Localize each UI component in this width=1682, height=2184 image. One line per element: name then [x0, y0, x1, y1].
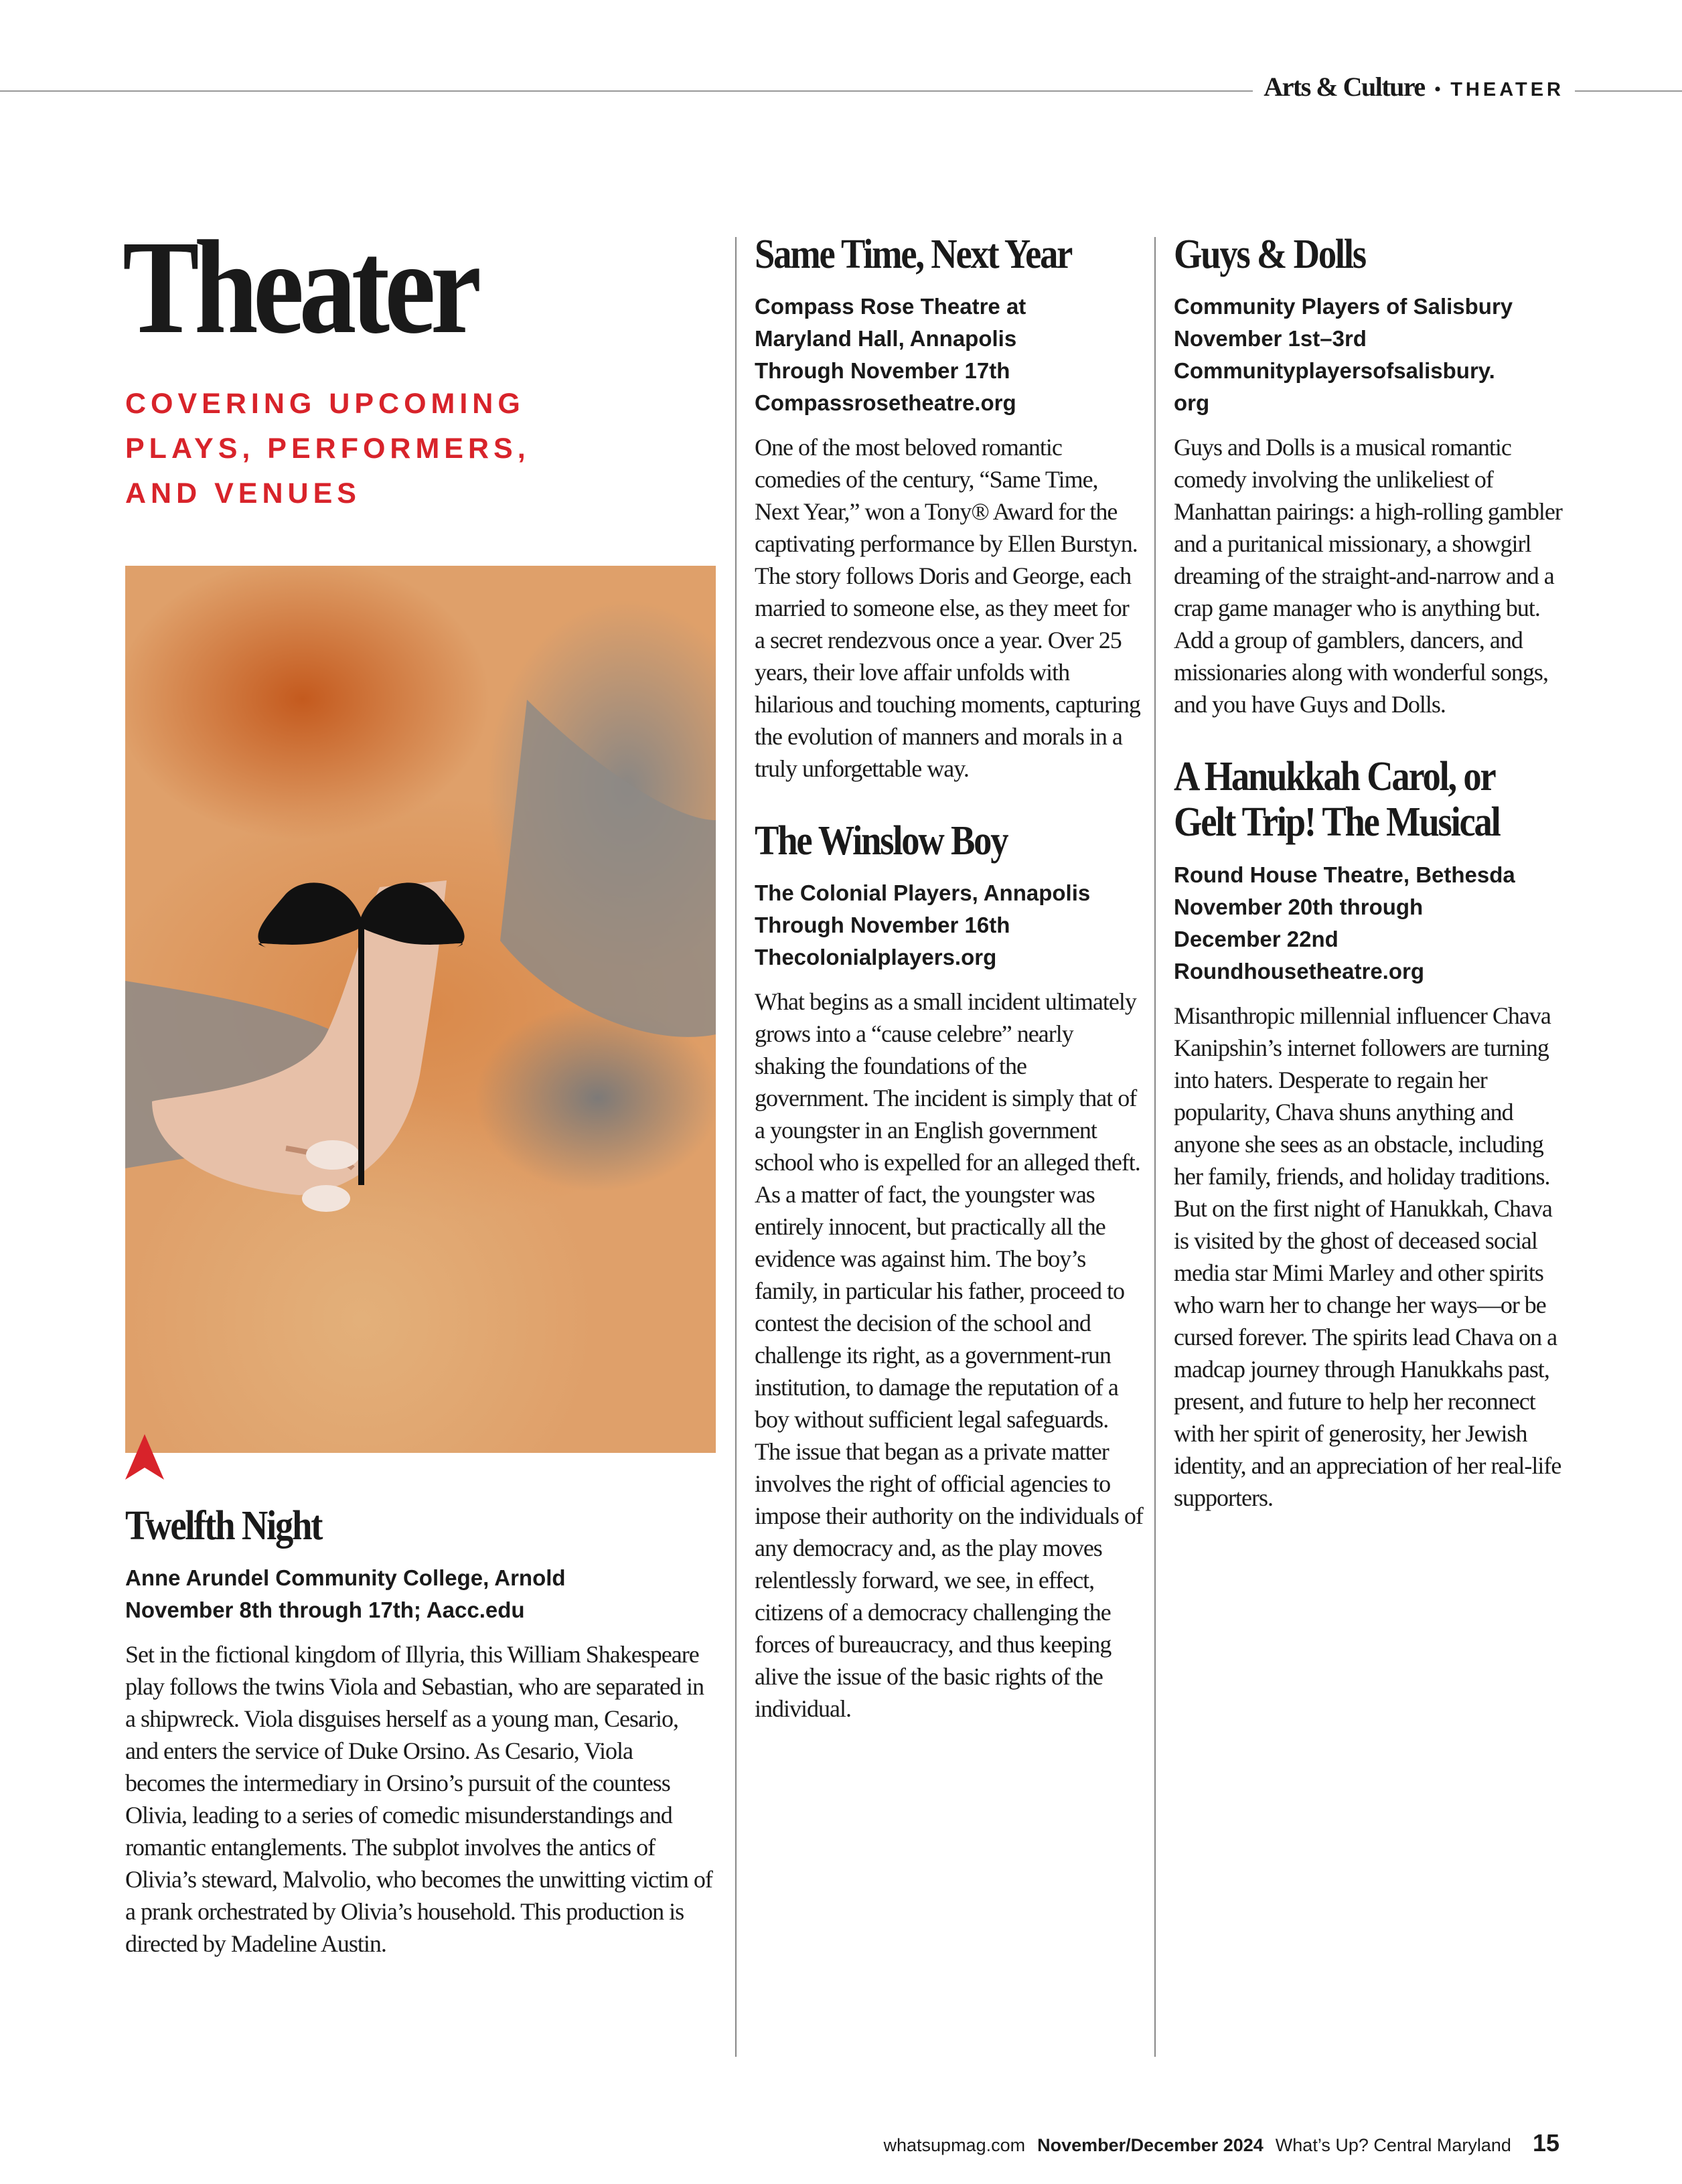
- article-title: Same Time, Next Year: [755, 232, 1072, 277]
- column-3: [1174, 232, 1562, 1514]
- article-meta: [125, 1562, 714, 1626]
- page-footer: [884, 2129, 1560, 2157]
- meta-line: Round House Theatre, Bethesda: [1174, 862, 1515, 887]
- article-twelfth-night: [125, 1503, 714, 1960]
- footer-issue: November/December 2024: [1037, 2135, 1264, 2155]
- column-divider: [735, 237, 737, 2057]
- kicker-separator: •: [1434, 78, 1442, 100]
- meta-line: Through November 16th: [755, 913, 1010, 938]
- meta-line: Compassrosetheatre.org: [755, 390, 1016, 416]
- article-meta: [755, 291, 1143, 419]
- article-title: Guys & Dolls: [1174, 232, 1365, 277]
- section-kicker: [1253, 71, 1575, 102]
- subsection-name: THEATER: [1450, 79, 1564, 100]
- meta-line: Roundhousetheatre.org: [1174, 958, 1425, 984]
- article-the-winslow-boy: [755, 818, 1143, 1725]
- article-title: A Hanukkah Carol, or Gelt Trip! The Musical: [1174, 754, 1500, 846]
- meta-line: Compass Rose Theatre at: [755, 294, 1026, 319]
- meta-line: December 22nd: [1174, 926, 1339, 951]
- meta-line: November 20th through: [1174, 894, 1424, 919]
- meta-line: Anne Arundel Community College, Arnold: [125, 1565, 566, 1591]
- hand-holding-mustache-icon: [125, 566, 716, 1453]
- article-same-time-next-year: [755, 232, 1143, 785]
- meta-line: November 8th through 17th; Aacc.edu: [125, 1597, 525, 1623]
- article-body: Guys and Dolls is a musical romantic comedy involving the unlikeliest of Manhattan pairings: a high-rolling gambler and a puritanical missionary, a showgirl dreaming of the straight-and-narrow and a crap game manager who is anything but. Add a group of gamblers, dancers, and missionaries along with wonderful songs, and you have Guys and Dolls.: [1174, 434, 1562, 718]
- article-a-hanukkah-carol: [1174, 754, 1562, 1513]
- article-title: The Winslow Boy: [755, 818, 1008, 864]
- article-body: Misanthropic millennial influencer Chava Kanipshin’s internet followers are turning into haters. Desperate to regain her popularity, Chava shuns anything and anyone she sees as an obstacle, including her family, friends, and holiday traditions. But on the first night of Hanukkah, Chava is visited by the ghost of deceased social media star Mimi Marley and other spirits who warn her to change her ways—or be cursed forever. The spirits lead Chava on a madcap journey through Hanukkahs past, present, and future to help her reconnect with her spirit of generosity, her Jewish identity, and an appreciation of her real-life supporters.: [1174, 1002, 1561, 1511]
- article-guys-and-dolls: [1174, 232, 1562, 720]
- meta-line: The Colonial Players, Annapolis: [755, 880, 1091, 906]
- feature-photo: [125, 566, 716, 1453]
- footer-magazine: What’s Up? Central Maryland: [1275, 2135, 1511, 2155]
- article-title: Twelfth Night: [125, 1503, 322, 1549]
- column-divider: [1154, 237, 1156, 2057]
- page-number: 15: [1532, 2129, 1559, 2157]
- article-meta: [1174, 291, 1562, 419]
- article-meta: [755, 877, 1143, 973]
- page-title: Theater: [123, 214, 477, 362]
- section-name: Arts & Culture: [1264, 72, 1425, 102]
- meta-line: Community Players of Salisbury: [1174, 294, 1513, 319]
- footer-site: whatsupmag.com: [883, 2135, 1026, 2155]
- article-body: Set in the fictional kingdom of Illyria, this William Shakespeare play follows the twins Viola and Sebastian, who are separated in a shipwreck. Viola disguises herself as a young man, Cesario, and enters the service of Duke Orsino. As Cesario, Viola becomes the intermediary in Orsino’s pursuit of the countess Olivia, leading to a series of comedic misunderstandings and romantic entanglements. The subplot involves the antics of Olivia’s steward, Malvolio, who becomes the unwitting victim of a prank orchestrated by Olivia’s household. This production is directed by Madeline Austin.: [125, 1641, 712, 1958]
- meta-line: org: [1174, 390, 1210, 416]
- article-meta: [1174, 859, 1562, 988]
- page-subtitle: COVERING UPCOMING PLAYS, PERFORMERS, AND VENUES: [125, 388, 530, 510]
- meta-line: Thecolonialplayers.org: [755, 945, 997, 970]
- meta-line: November 1st–3rd: [1174, 326, 1367, 352]
- red-arrow-icon: [125, 1434, 164, 1480]
- meta-line: Communityplayersofsalisbury.: [1174, 358, 1495, 384]
- column-2: [755, 232, 1143, 1725]
- meta-line: Through November 17th: [755, 358, 1010, 384]
- article-body: What begins as a small incident ultimately grows into a “cause celebre” nearly shaking the foundations of the government. The incident is simply that of a youngster in an English government school who is expelled for an alleged theft. As a matter of fact, the youngster was entirely innocent, but practically all the evidence was against him. The boy’s family, in particular his father, proceed to contest the decision of the school and challenge its right, as a government-run institution, to damage the reputation of a boy without sufficient legal safeguards. The issue that began as a private matter involves the right of official agencies to impose their authority on the individuals of any democracy and, as the play moves relentlessly forward, we see, in effect, citizens of a democracy challenging the forces of bureaucracy, and thus keeping alive the issue of the basic rights of the individual.: [755, 988, 1143, 1723]
- meta-line: Maryland Hall, Annapolis: [755, 326, 1017, 352]
- article-body: One of the most beloved romantic comedies of the century, “Same Time, Next Year,” won a Tony® Award for the captivating performance by Ellen Burstyn. The story follows Doris and George, each married to someone else, as they meet for a secret rendezvous once a year. Over 25 years, their love affair unfolds with hilarious and touching moments, capturing the evolution of manners and morals in a truly unforgettable way.: [755, 434, 1140, 783]
